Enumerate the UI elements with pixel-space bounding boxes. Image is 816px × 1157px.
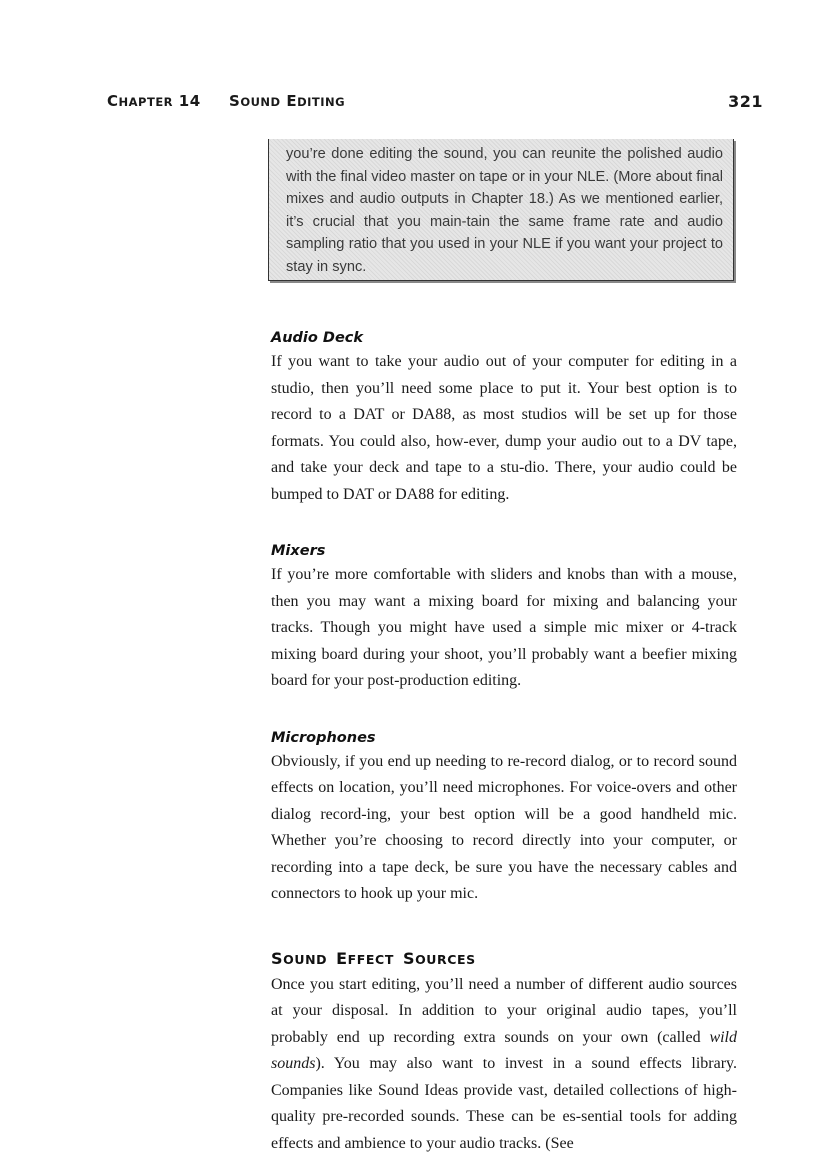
sidebar-text: you’re done editing the sound, you can reunite the polished audio with the final video master on tape or in your NLE. (More about final mixes and audio outputs in Chapter 18.) As we mentioned earlier, it’s crucial that you main-tain the same frame rate and audio sampling ratio that you used in your NLE if you want your project to stay in sync. xyxy=(269,139,733,278)
heading-microphones: Microphones xyxy=(271,727,737,749)
chapter-title: SOUND EDITING xyxy=(229,92,345,110)
main-content xyxy=(271,327,737,1157)
paragraph-audio-deck: If you want to take your audio out of your computer for editing in a studio, then you’ll need some place to put it. Your best option is to record to a DAT or DA88, as most studios will be set up for those formats. You could also, how-ever, dump your audio out to a DV tape, and take your deck and tape to a stu-dio. There, your audio could be bumped to DAT or DA88 for editing. xyxy=(271,349,737,508)
heading-audio-deck: Audio Deck xyxy=(271,327,737,349)
paragraph-microphones: Obviously, if you end up needing to re-record dialog, or to record sound effects on location, you’ll need microphones. For voice-overs and other dialog record-ing, your best option will be a good handheld mic. Whether you’re choosing to record directly into your computer, or recording into a tape deck, be sure you have the necessary cables and connectors to hook up your mic. xyxy=(271,749,737,908)
running-header xyxy=(107,92,763,114)
page-number: 321 xyxy=(728,92,763,111)
term-wild-sounds: wild sounds xyxy=(271,1029,737,1073)
paragraph-sound-effect-sources: Once you start editing, you’ll need a number of different audio sources at your disposal. In addition to your original audio tapes, you’ll probably end up recording extra sounds on your own (called wild sounds). You may also want to invest in a sound effects library. Companies like Sound Ideas provide vast, detailed collections of high-quality pre-recorded sounds. These can be es-sential tools for adding effects and ambience to your audio tracks. (See xyxy=(271,972,737,1157)
heading-sound-effect-sources: SOUND EFFECT SOURCES xyxy=(271,944,737,972)
sidebar-box xyxy=(268,139,734,281)
heading-mixers: Mixers xyxy=(271,540,737,562)
paragraph-mixers: If you’re more comfortable with sliders and knobs than with a mouse, then you may want a mixing board for mixing and balancing your tracks. Though you might have used a simple mic mixer or 4-track mixing board during your shoot, you’ll probably want a beefier mixing board for your post-production editing. xyxy=(271,562,737,695)
chapter-label: CHAPTER 14 xyxy=(107,92,201,110)
